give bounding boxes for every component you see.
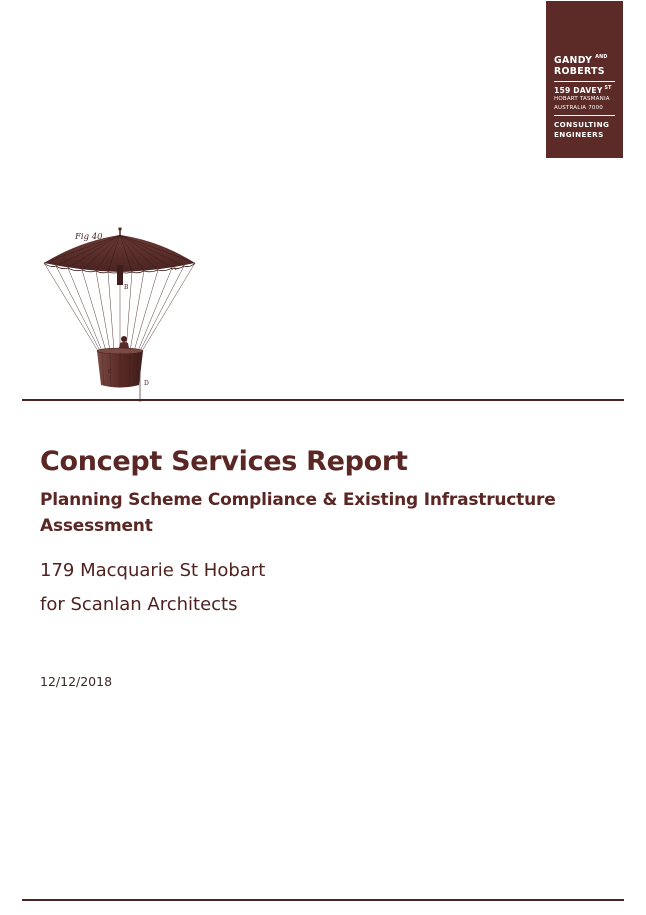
logo-address-country: AUSTRALIA 7000	[554, 104, 603, 111]
logo-name-and: AND	[595, 55, 608, 60]
logo-divider-bottom	[554, 115, 615, 116]
illustration-caption: Fig 40	[75, 232, 103, 242]
report-subtitle: Planning Scheme Compliance & Existing Infrastructure Assessment	[40, 490, 556, 536]
illustration-label-a-right: A	[172, 265, 177, 272]
logo-street-text: 159 DAVEY	[554, 85, 603, 95]
logo-name-line1	[554, 56, 617, 65]
illustration-label-c: C	[108, 369, 112, 375]
project-address: 179 Macquarie St Hobart	[40, 560, 266, 581]
company-logo	[546, 1, 623, 158]
logo-name-line2	[554, 67, 617, 76]
report-title: Concept Services Report	[40, 446, 408, 477]
logo-tagline-consulting: CONSULTING	[554, 120, 610, 130]
logo-name-roberts: ROBERTS	[554, 66, 605, 78]
illustration-label-a-left: A	[62, 256, 67, 263]
parachute-engraving-illustration	[40, 225, 200, 405]
illustration-label-b: B	[124, 284, 129, 291]
illustration-label-d: D	[144, 380, 149, 387]
logo-name-gandy: GANDY	[554, 55, 593, 66]
logo-street-sup: ST	[604, 85, 612, 91]
report-date: 12/12/2018	[40, 674, 113, 689]
logo-divider-top	[554, 81, 615, 82]
logo-tagline-engineers: ENGINEERS	[554, 129, 604, 139]
logo-address-street	[554, 87, 617, 95]
client-name: for Scanlan Architects	[40, 594, 238, 615]
footer-divider-rule	[22, 899, 624, 901]
header-divider-rule	[22, 399, 624, 401]
logo-address-city: HOBART TASMANIA	[554, 96, 610, 103]
